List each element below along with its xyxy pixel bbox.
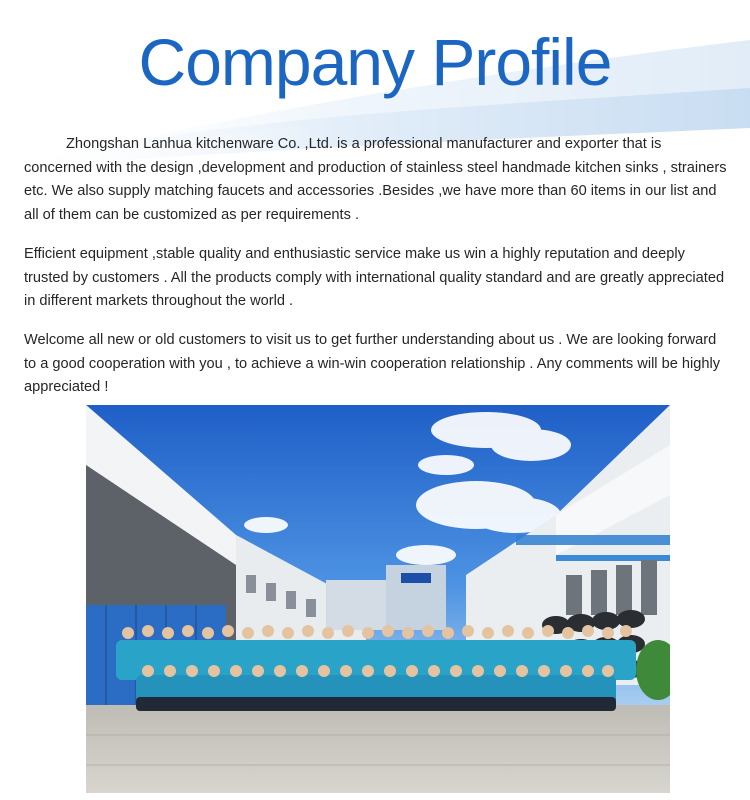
intro-paragraph: Zhongshan Lanhua kitchenware Co. ,Ltd. is a professional manufacturer and exporter that is concerned with the design ,development and production of stainless steel handmade kitchen sinks , strainers etc. We also supply matching faucets and accessories .Besides ,we have more than 60 items in our list and all of them can be customized as per requirements . bbox=[24, 136, 727, 223]
team-photo bbox=[86, 405, 670, 793]
welcome-paragraph: Welcome all new or old customers to visit us to get further understanding about us . We are looking forward to a good cooperation with you , to achieve a win-win cooperation relationship . Any comments will be highly appreciated ! bbox=[24, 332, 721, 395]
page-title: Company Profile bbox=[138, 25, 612, 99]
quality-paragraph: Efficient equipment ,stable quality and enthusiastic service make us win a highly reputation and deeply trusted by customers . All the products comply with international quality standard and are greatly appreciated in different markets throughout the world . bbox=[24, 246, 725, 309]
team-photo-illustration bbox=[86, 405, 670, 793]
